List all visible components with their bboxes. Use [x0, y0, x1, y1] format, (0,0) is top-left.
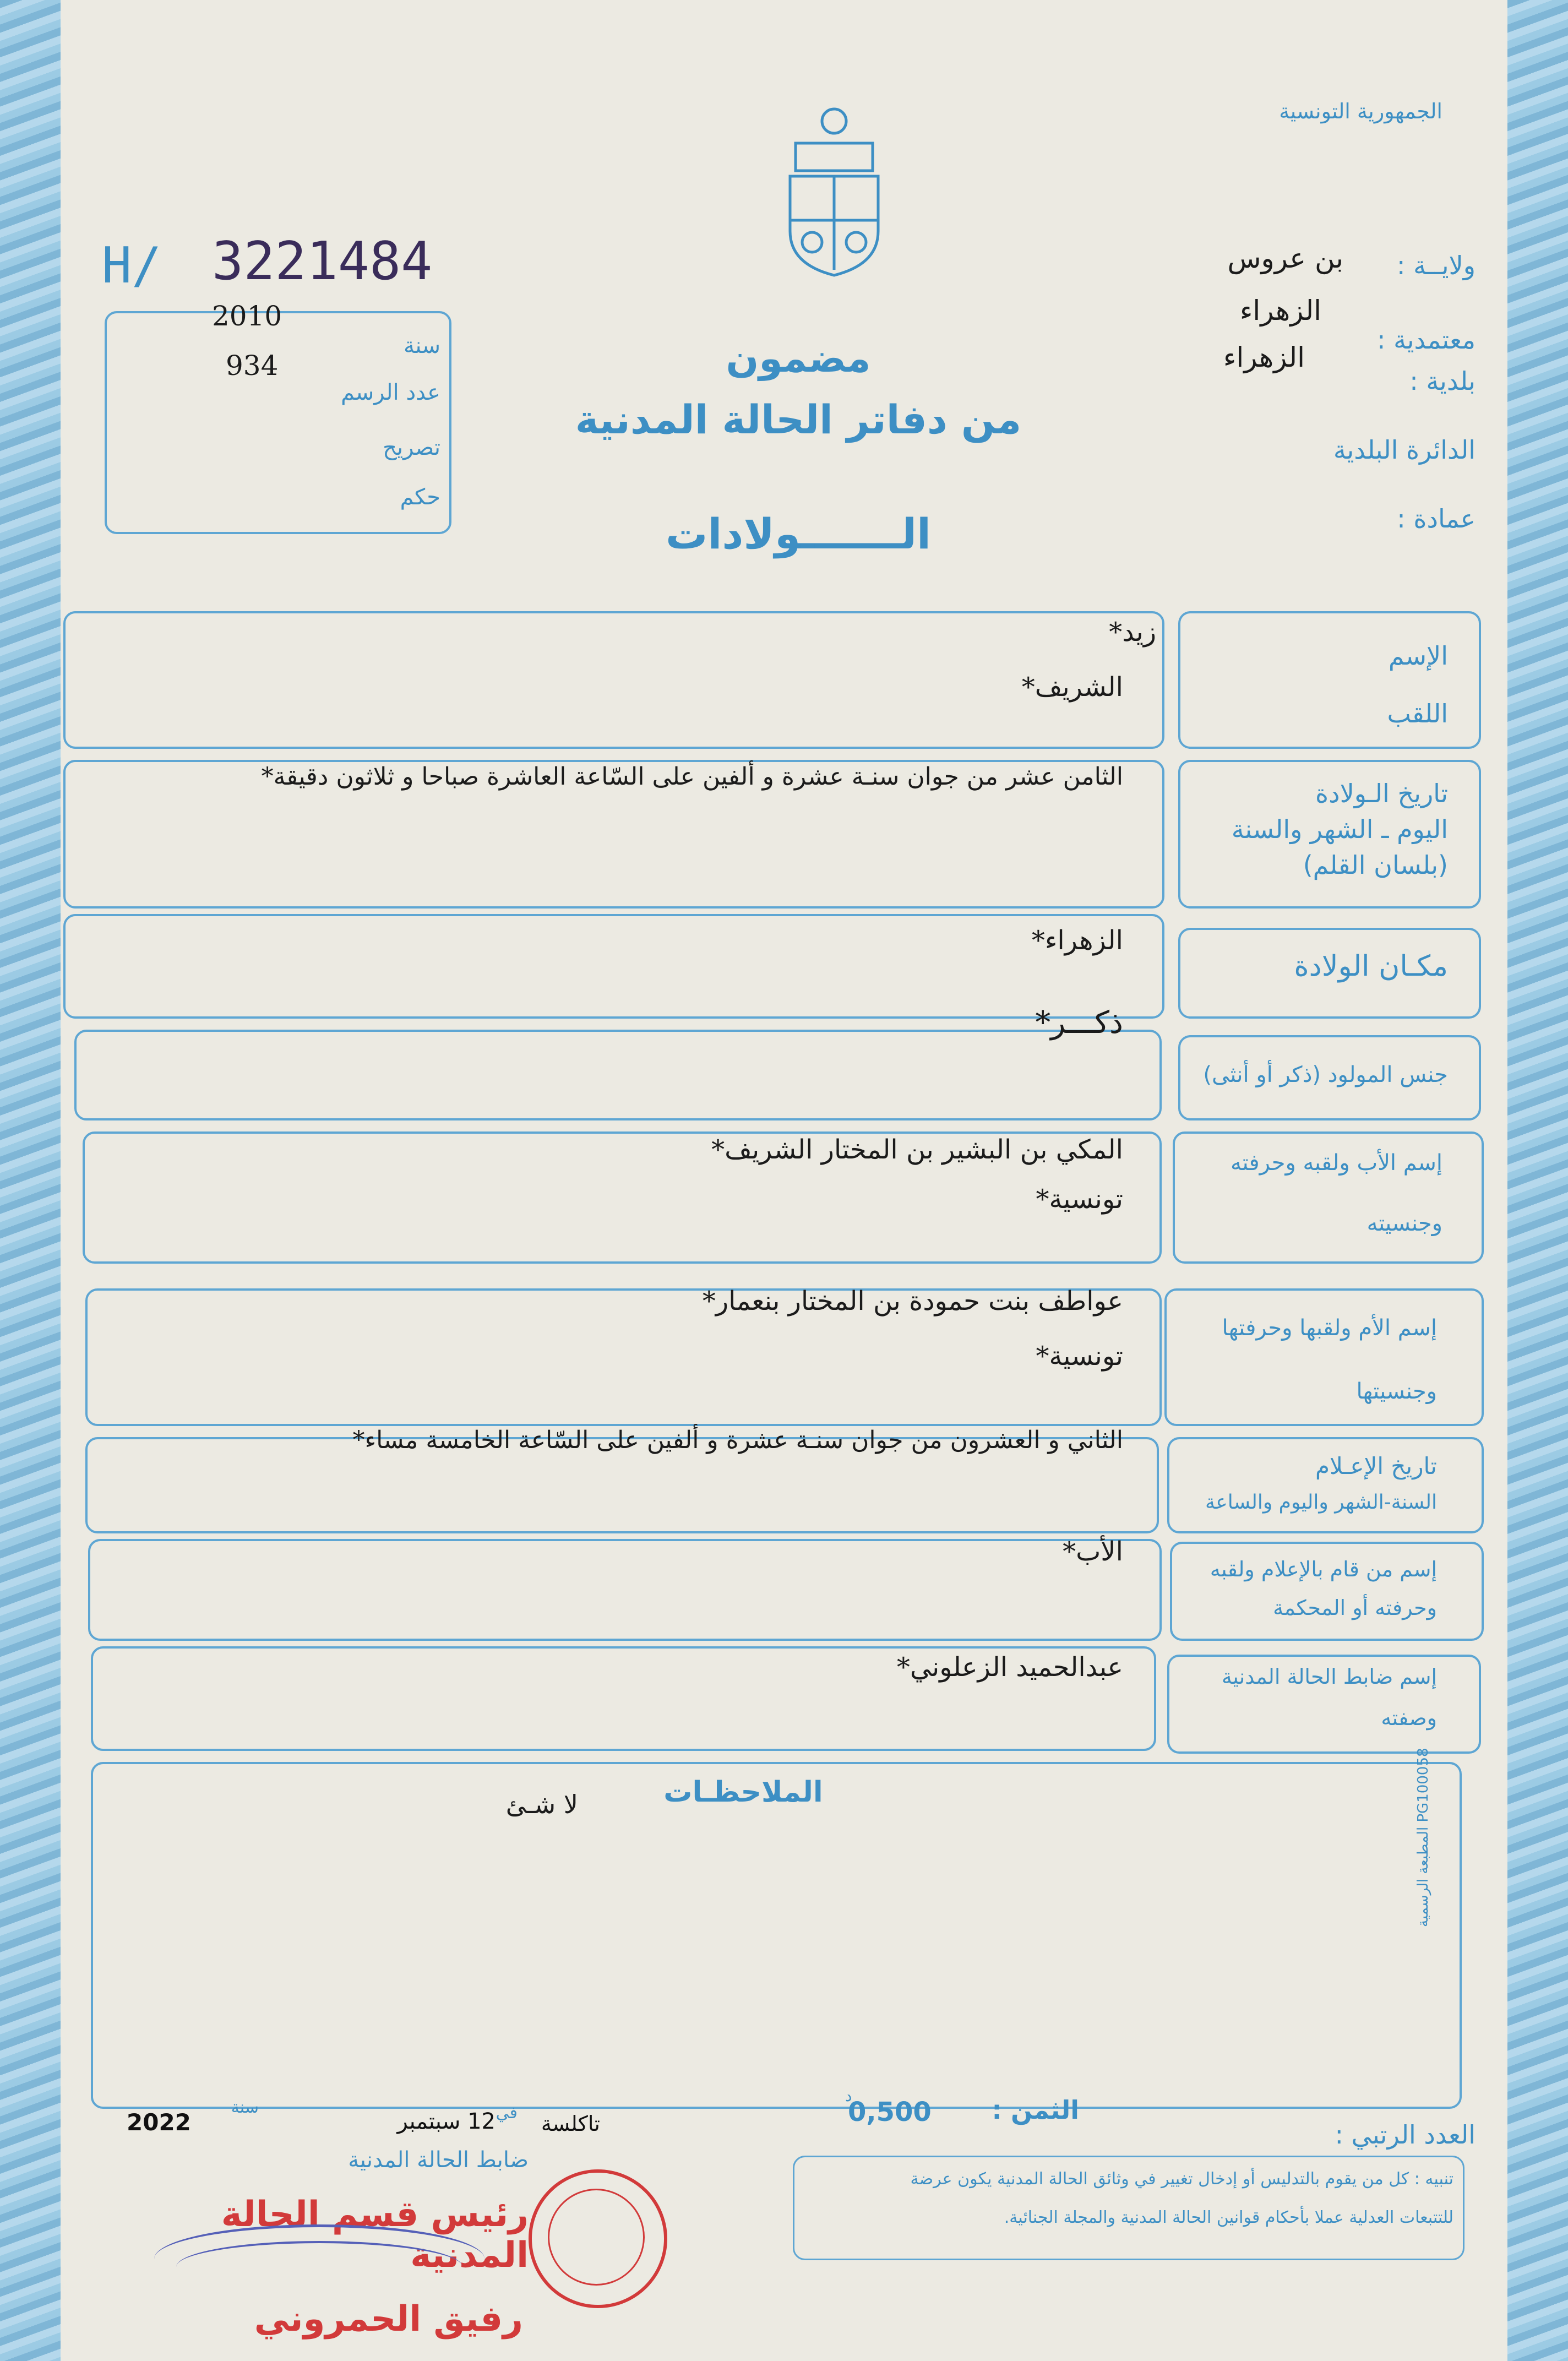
- registry-number-label: عدد الرسم: [341, 380, 440, 405]
- baladia-value: الزهراء: [1223, 341, 1305, 373]
- value-birth-date: الثامن عشر من جوان سنـة عشرة و ألفين على السّاعة العاشرة صباحا و ثلاثون دقيقة*: [261, 763, 1123, 791]
- label-birth-date-words: (بلسان القلم): [1303, 850, 1448, 880]
- label-officer: إسم ضابط الحالة المدنية: [1221, 1664, 1437, 1689]
- value-officer: عبدالحميد الزعلوني*: [896, 1652, 1123, 1683]
- value-declaration-date: الثاني و العشرون من جوان سنـة عشرة و ألفين على السّاعة الخامسة مساء*: [352, 1426, 1123, 1454]
- stamp-name: رفيق الحمروني: [254, 2299, 523, 2340]
- republic-label: الجمهورية التونسية: [1279, 99, 1442, 123]
- title-line2: من دفاتر الحالة المدنية: [575, 396, 1022, 443]
- wilaya-label: ولايــة :: [1397, 251, 1476, 280]
- value-mother: عواطف بنت حمودة بن المختار بنعمار*: [702, 1286, 1123, 1316]
- stamp-text: رئيس قسم الحالة المدنية: [221, 2194, 529, 2276]
- registry-judgment-label: حكم: [400, 485, 440, 510]
- side-print-code: المطبعة الرسمية PG100058: [1415, 1748, 1431, 1927]
- label-father-nationality: وجنسيته: [1366, 1211, 1442, 1236]
- label-declarant-detail: وحرفته أو المحكمة: [1273, 1596, 1437, 1620]
- price-value: 0,500: [848, 2097, 932, 2128]
- value-birth-place: الزهراء*: [1031, 925, 1123, 956]
- coat-of-arms-icon: [774, 99, 895, 281]
- value-declarant: الأب*: [1063, 1536, 1123, 1567]
- year-label: سنة: [231, 2098, 259, 2117]
- decorative-border-right: [1507, 0, 1568, 2361]
- remarks-value: لا شـئ: [505, 1789, 578, 1819]
- registry-number-value: 934: [226, 350, 279, 382]
- value-sex: ذكـــر*: [1035, 1005, 1123, 1041]
- decorative-border-left: [0, 0, 61, 2361]
- remarks-box: [91, 1762, 1462, 2109]
- ordinal-label: العدد الرتبي :: [1335, 2120, 1476, 2150]
- value-last-name: الشريف*: [1021, 672, 1123, 703]
- label-father: إسم الأب ولقبه وحرفته: [1231, 1150, 1442, 1176]
- price-label: الثمن :: [992, 2095, 1079, 2125]
- warning-line2: للتتبعات العدلية عملا بأحكام قوانين الحالة المدنية والمجلة الجنائية.: [1004, 2208, 1453, 2227]
- label-mother-nationality: وجنسيتها: [1356, 1379, 1437, 1404]
- officer-label: ضابط الحالة المدنية: [348, 2147, 529, 2173]
- place-value: تاكلسة: [541, 2112, 600, 2136]
- label-declaration-date-detail: السنة-الشهر واليوم والساعة: [1205, 1491, 1437, 1514]
- label-birth-date: تاريخ الـولادة: [1315, 779, 1448, 808]
- label-officer-detail: وصفته: [1381, 1706, 1437, 1730]
- title-line1: مضمون: [726, 336, 871, 381]
- serial-number: 3221484: [212, 231, 433, 292]
- in-word: في: [496, 2103, 518, 2123]
- value-box-sex: [74, 1030, 1162, 1120]
- registry-year-value: 2010: [212, 300, 282, 332]
- label-sex: جنس المولود (ذكر أو أنثى): [1203, 1062, 1448, 1087]
- remarks-label: الملاحظـات: [663, 1776, 823, 1809]
- date-day-month: 12 سبتمبر: [397, 2109, 496, 2134]
- daira-label: الدائرة البلدية: [1333, 435, 1476, 465]
- label-last-name: اللقب: [1387, 699, 1448, 728]
- label-first-name: الإسم: [1388, 641, 1448, 671]
- price-unit: د: [845, 2087, 852, 2105]
- label-birth-place: مكـان الولادة: [1294, 950, 1448, 983]
- section-title: الـــــــولادات: [665, 509, 932, 558]
- label-declarant: إسم من قام بالإعلام ولقبه: [1210, 1557, 1437, 1581]
- baladia-label: بلدية :: [1409, 366, 1476, 396]
- value-father-nationality: تونسية*: [1036, 1184, 1123, 1215]
- registry-year-label: سنة: [403, 333, 440, 358]
- omada-label: عمادة :: [1397, 504, 1476, 534]
- wilaya-value: بن عروس: [1227, 242, 1343, 274]
- warning-line1: تنبيه : كل من يقوم بالتدليس أو إدخال تغيير في وثائق الحالة المدنية يكون عرضة: [910, 2169, 1453, 2189]
- signature-stroke: [176, 2241, 462, 2293]
- registry-declaration-label: تصريح: [383, 435, 440, 460]
- label-mother: إسم الأم ولقبها وحرفتها: [1222, 1315, 1437, 1341]
- year-value: 2022: [127, 2109, 191, 2136]
- official-round-stamp-inner: [548, 2189, 645, 2286]
- serial-prefix: H/: [102, 237, 162, 295]
- value-first-name: زيد*: [1109, 617, 1156, 648]
- label-declaration-date: تاريخ الإعـلام: [1315, 1452, 1437, 1479]
- value-mother-nationality: تونسية*: [1036, 1341, 1123, 1372]
- mutamadia-value: الزهراء: [1239, 295, 1321, 327]
- mutamadia-label: معتمدية :: [1376, 325, 1476, 355]
- label-birth-date-detail: اليوم ـ الشهر والسنة: [1231, 814, 1448, 844]
- value-father: المكي بن البشير بن المختار الشريف*: [711, 1134, 1123, 1165]
